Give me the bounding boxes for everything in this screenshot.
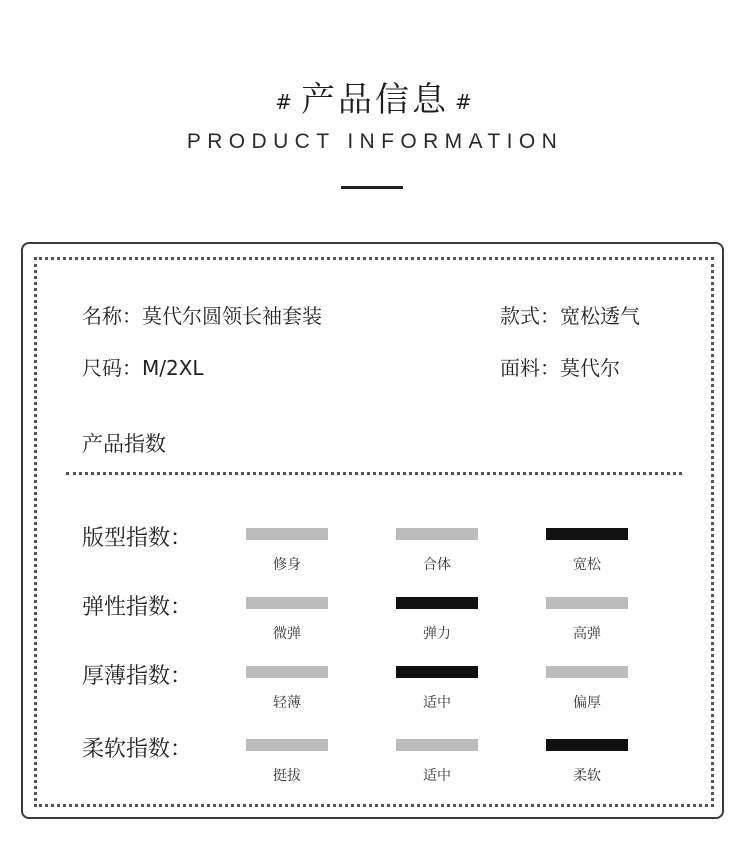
index-bar <box>246 597 328 609</box>
index-option-label: 柔软 <box>573 768 601 784</box>
index-bar <box>546 739 628 751</box>
index-bar <box>546 597 628 609</box>
index-option-label: 适中 <box>423 768 451 784</box>
hash-right: # <box>455 89 475 114</box>
title-cn: 产品信息 <box>301 80 449 120</box>
index-option-label: 宽松 <box>573 557 601 573</box>
header <box>0 0 750 200</box>
info-name: 名称：莫代尔圆领长袖套装 <box>82 304 322 328</box>
dotted-separator <box>66 472 682 475</box>
index-label: 版型指数： <box>82 526 193 551</box>
index-bar <box>246 666 328 678</box>
index-bar <box>396 597 478 609</box>
index-option-label: 轻薄 <box>273 695 301 711</box>
index-label: 厚薄指数： <box>82 664 193 689</box>
index-bar <box>396 739 478 751</box>
subtitle-en: PRODUCT INFORMATION <box>186 130 564 153</box>
index-option-label: 挺拔 <box>273 768 301 784</box>
index-option-label: 合体 <box>423 557 451 573</box>
info-fabric: 面料：莫代尔 <box>500 356 620 380</box>
index-option-label: 适中 <box>423 695 451 711</box>
info-style: 款式：宽松透气 <box>500 304 640 328</box>
title-underline <box>341 186 403 189</box>
index-bar <box>546 528 628 540</box>
index-option-label: 微弹 <box>273 626 301 642</box>
index-bar <box>396 528 478 540</box>
page-title <box>0 72 750 121</box>
index-bar <box>396 666 478 678</box>
index-bar <box>546 666 628 678</box>
index-option-label: 弹力 <box>423 626 451 642</box>
index-option-label: 高弹 <box>573 626 601 642</box>
index-option-label: 修身 <box>273 557 301 573</box>
hash-left: # <box>275 89 295 114</box>
index-bar <box>246 739 328 751</box>
index-option-label: 偏厚 <box>573 695 601 711</box>
section-title: 产品指数 <box>82 432 166 456</box>
index-bar <box>246 528 328 540</box>
index-label: 弹性指数： <box>82 595 193 620</box>
index-label: 柔软指数： <box>82 737 193 762</box>
info-size: 尺码：M/2XL <box>82 356 204 380</box>
